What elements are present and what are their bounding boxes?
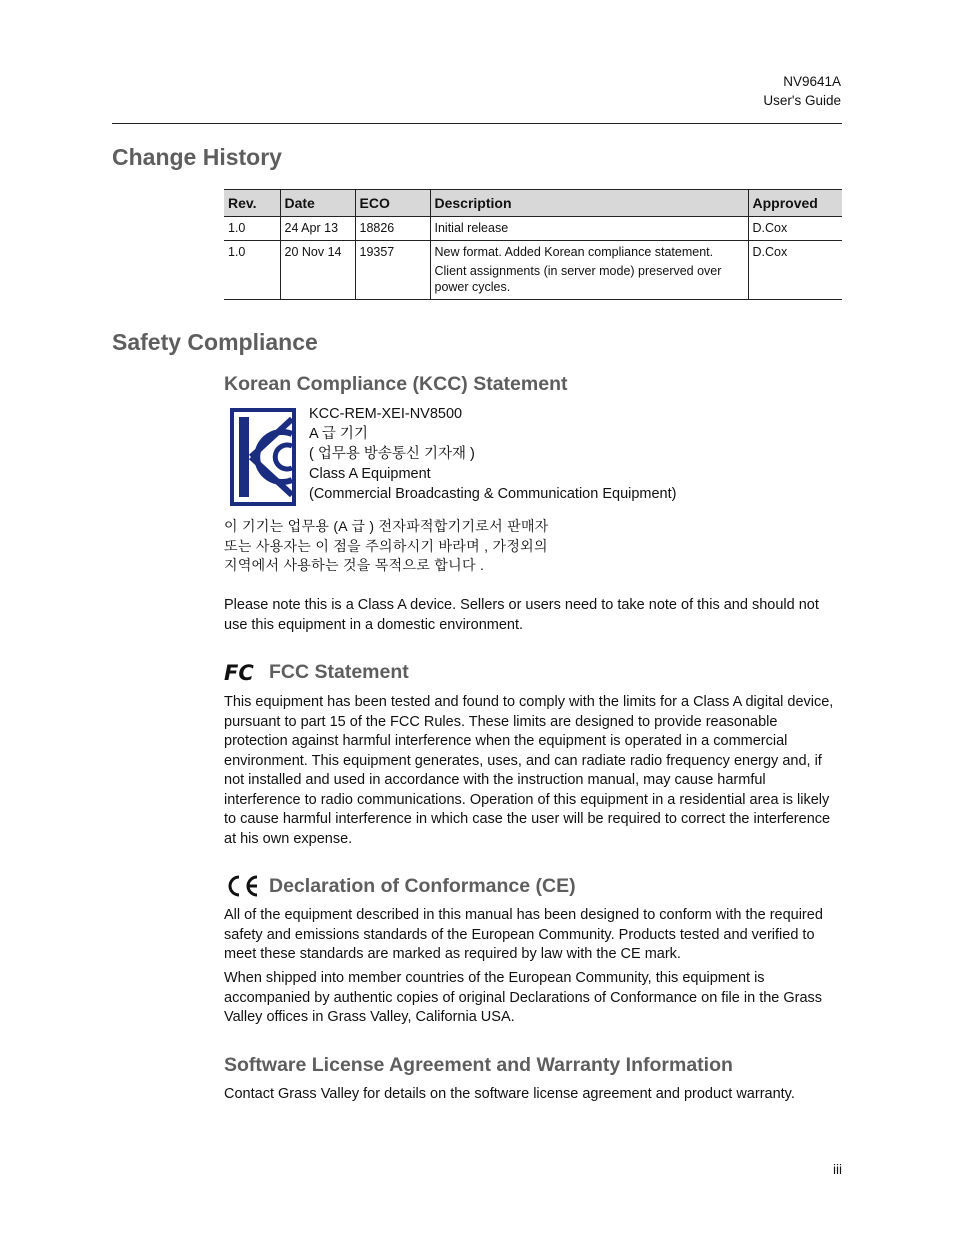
col-date: Date	[280, 190, 355, 217]
ce-mark-icon	[224, 874, 259, 898]
fcc-heading-label: FCC Statement	[269, 660, 409, 683]
col-description: Description	[430, 190, 748, 217]
kcc-korean-statement: 이 기기는 업무용 (A 급 ) 전자파적합기기로서 판매자 또는 사용자는 이 점을 주의하시기 바라며 , 가정외의 지역에서 사용하는 것을 목적으로 합니다 .	[224, 518, 549, 573]
description-line: Initial release	[434, 221, 509, 235]
cell-date: 24 Apr 13	[280, 217, 355, 241]
doc-type: User's Guide	[763, 93, 841, 108]
page-number: iii	[833, 1162, 842, 1177]
cell-approved: D.Cox	[748, 241, 842, 300]
kc-mark-icon	[230, 408, 296, 506]
svg-text:FC: FC	[224, 661, 254, 684]
ce-heading	[224, 874, 576, 898]
fcc-logo-icon	[224, 660, 259, 684]
doc-id: NV9641A	[783, 74, 841, 89]
table-header-row	[224, 190, 842, 217]
col-rev: Rev.	[224, 190, 280, 217]
cell-rev: 1.0	[224, 241, 280, 300]
kcc-label-block	[309, 404, 676, 504]
running-header	[763, 72, 841, 110]
cell-date: 20 Nov 14	[280, 241, 355, 300]
cell-rev: 1.0	[224, 217, 280, 241]
kcc-registration: KCC-REM-XEI-NV8500	[309, 406, 463, 422]
kcc-heading: Korean Compliance (KCC) Statement	[224, 373, 568, 395]
ce-paragraph: All of the equipment described in this manual has been designed to conform with the required safety and emissions standards of the European Community. Products tested and verified to meet these standards are marked as required by law with the CE mark.	[224, 907, 823, 962]
kcc-type-korean: ( 업무용 방송통신 기자재 )	[309, 446, 475, 462]
cell-description	[430, 241, 748, 300]
kcc-type-english: (Commercial Broadcasting & Communication Equipment)	[309, 486, 677, 502]
table-row	[224, 217, 842, 241]
kcc-class-english: Class A Equipment	[309, 466, 431, 482]
cell-eco: 19357	[355, 241, 430, 300]
license-heading: Software License Agreement and Warranty Information	[224, 1054, 733, 1076]
license-text: Contact Grass Valley for details on the software license agreement and product warranty.	[224, 1086, 795, 1102]
table-row	[224, 241, 842, 300]
col-eco: ECO	[355, 190, 430, 217]
cell-approved: D.Cox	[748, 217, 842, 241]
description-line: New format. Added Korean compliance statement.	[434, 245, 714, 259]
cell-description	[430, 217, 748, 241]
header-divider	[112, 123, 842, 124]
fcc-heading	[224, 660, 409, 684]
kcc-note: Please note this is a Class A device. Sellers or users need to take note of this and should not use this equipment in a domestic environment.	[224, 597, 819, 633]
change-history-title: Change History	[112, 144, 282, 170]
safety-compliance-title: Safety Compliance	[112, 329, 318, 355]
ce-heading-label: Declaration of Conformance (CE)	[269, 874, 576, 897]
col-approved: Approved	[748, 190, 842, 217]
change-history-table	[224, 189, 842, 300]
fcc-statement: This equipment has been tested and found to comply with the limits for a Class A digital device, pursuant to part 15 of the FCC Rules. These limits are designed to provide reasonable protection against harmful interference when the equipment is operated in a commercial environment. This equipment generates, uses, and can radiate radio frequency energy and, if not installed and used in accordance with the instruction manual, may cause harmful interference to radio communications. Operation of this equipment in a residential area is likely to cause harmful interference in which case the user will be required to correct the interference at his own expense.	[224, 694, 834, 847]
description-line: Client assignments (in server mode) preserved over power cycles.	[434, 264, 722, 294]
cell-eco: 18826	[355, 217, 430, 241]
kcc-class-korean: A 급 기기	[309, 426, 368, 442]
ce-paragraph: When shipped into member countries of the European Community, this equipment is accompanied by authentic copies of original Declarations of Conformance on file in the Grass Valley offices in Grass Valley, California USA.	[224, 970, 823, 1025]
